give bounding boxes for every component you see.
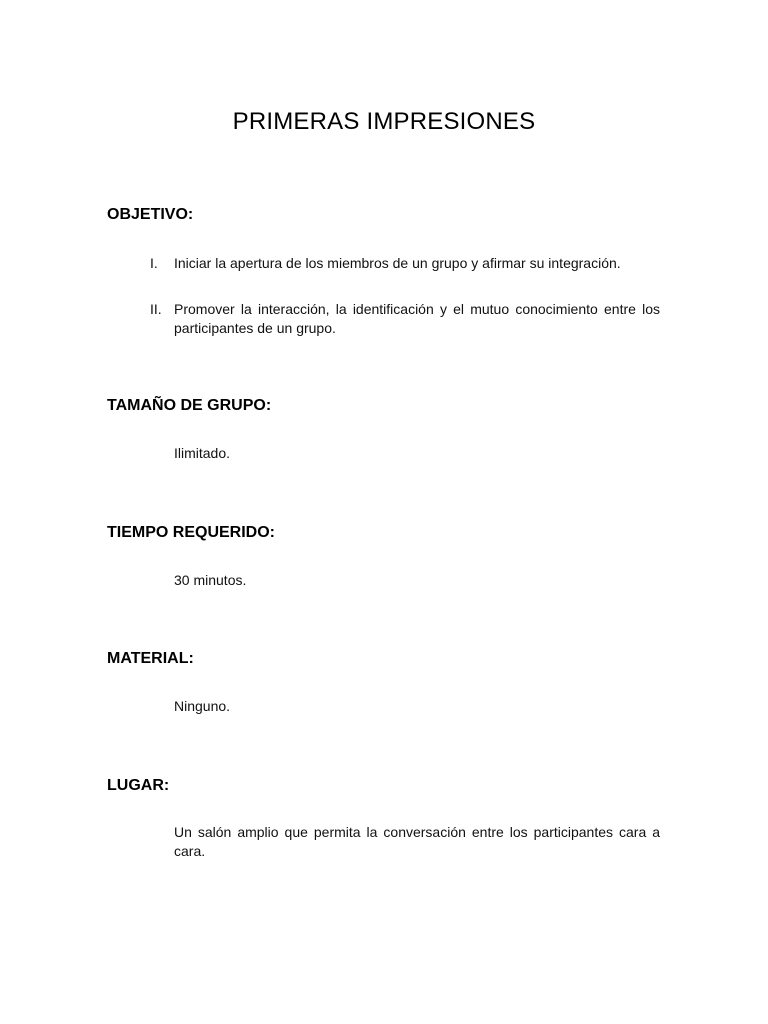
list-marker: I. — [150, 255, 158, 271]
section-text-tamano: Ilimitado. — [174, 445, 231, 461]
section-text-material: Ninguno. — [174, 698, 231, 714]
section-heading-material: MATERIAL: — [107, 650, 194, 667]
objective-item-2 — [150, 300, 660, 338]
objective-text: Promover la interacción, la identificación y el mutuo conocimiento entre los participantes de un grupo. — [174, 301, 660, 336]
list-marker: II. — [150, 301, 162, 317]
section-heading-tiempo: TIEMPO REQUERIDO: — [107, 524, 276, 541]
page-title: PRIMERAS IMPRESIONES — [232, 108, 536, 135]
objective-item-1 — [150, 254, 660, 273]
section-heading-objetivo: OBJETIVO: — [107, 206, 194, 223]
objective-text: Iniciar la apertura de los miembros de un grupo y afirmar su integración. — [174, 255, 621, 271]
section-heading-lugar: LUGAR: — [107, 777, 170, 794]
section-text-lugar: Un salón amplio que permita la conversación entre los participantes cara a cara. — [174, 824, 660, 859]
section-heading-tamano: TAMAÑO DE GRUPO: — [107, 397, 272, 414]
section-text-tiempo: 30 minutos. — [174, 572, 247, 588]
